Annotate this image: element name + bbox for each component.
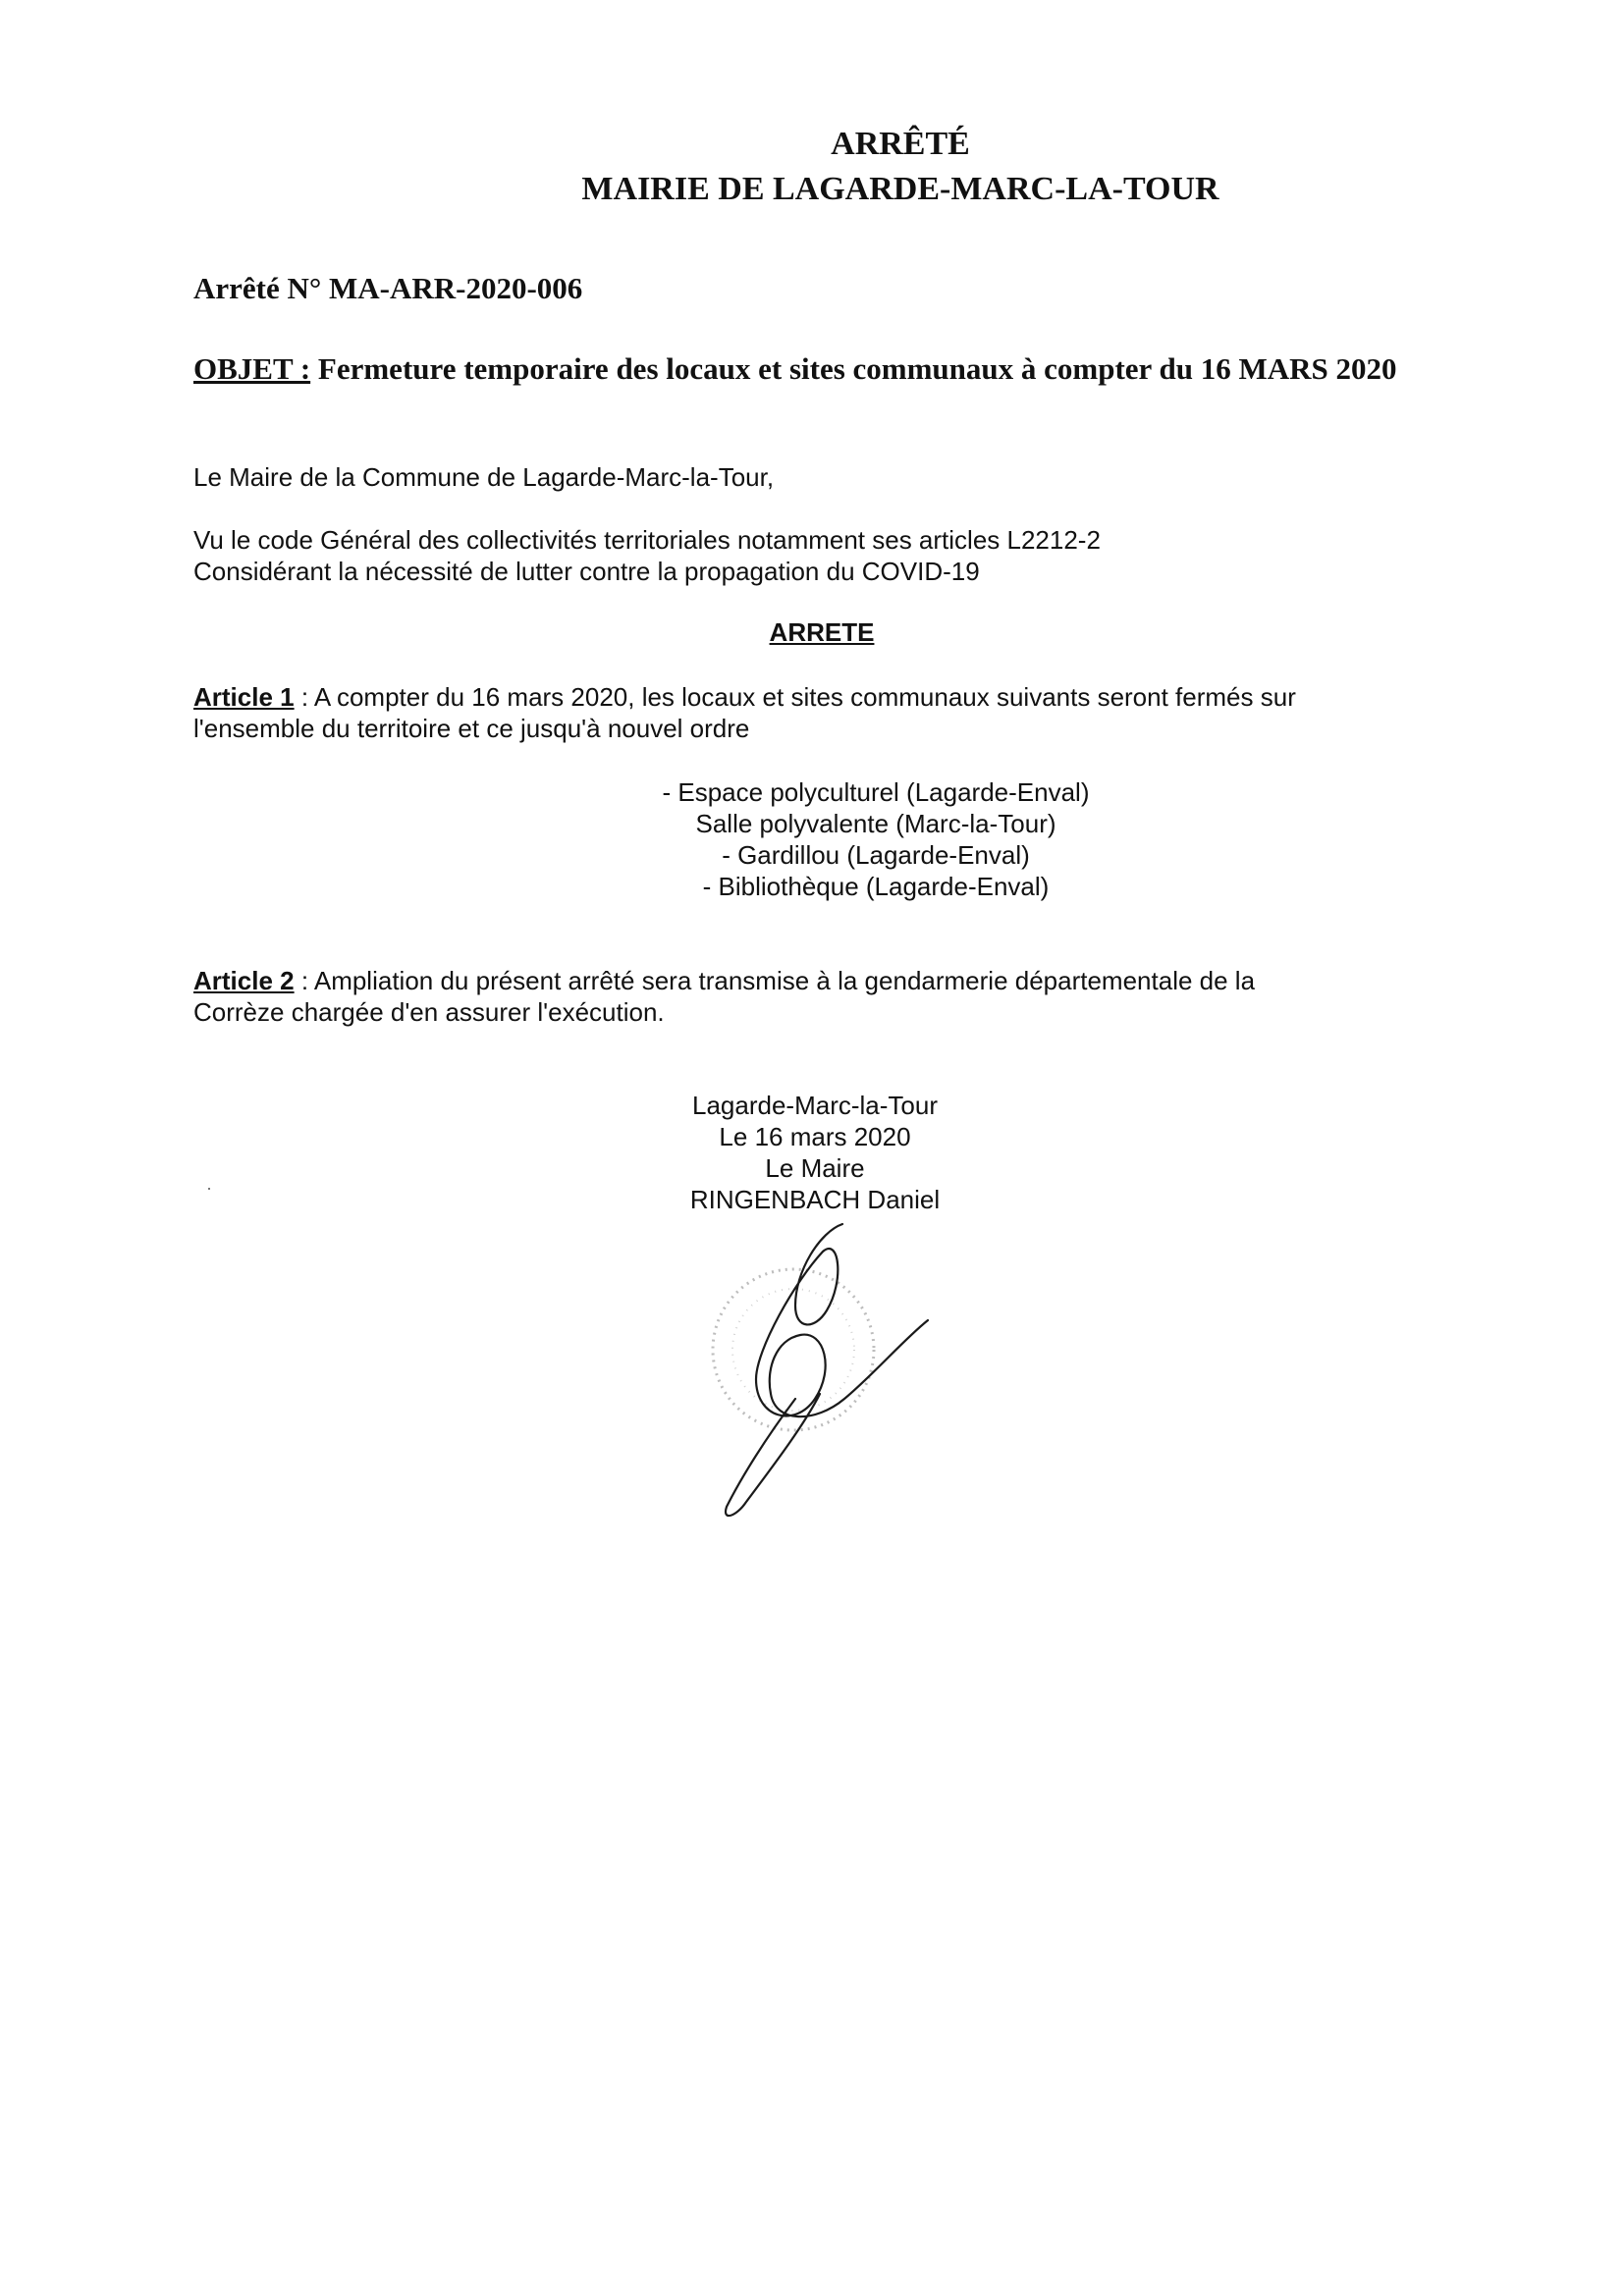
objet-line (193, 349, 1460, 389)
article-1-text-line2: l'ensemble du territoire et ce jusqu'à nouvel ordre (193, 714, 750, 743)
article-2 (193, 965, 1255, 1028)
closed-sites-list (0, 776, 1624, 902)
objet-label: OBJET : (193, 351, 311, 386)
article-2-text-line2: Corrèze chargée d'en assurer l'exécution. (193, 997, 665, 1027)
signature-block (0, 1090, 1624, 1215)
document-title (0, 122, 1624, 212)
intro-paragraph: Le Maire de la Commune de Lagarde-Marc-la-Tour, (193, 462, 775, 492)
article-2-text-line1: : Ampliation du présent arrêté sera transmise à la gendarmerie départementale de la (294, 966, 1256, 995)
legal-basis (193, 524, 1101, 587)
article-1 (193, 681, 1296, 744)
title-line-mairie: MAIRIE DE LAGARDE-MARC-LA-TOUR (581, 171, 1219, 207)
site-item: - Espace polyculturel (Lagarde-Enval) (662, 777, 1090, 807)
scan-speck (208, 1188, 210, 1190)
article-1-label: Article 1 (193, 682, 295, 712)
considerant-line: Considérant la nécessité de lutter contre la propagation du COVID-19 (193, 557, 980, 586)
article-2-label: Article 2 (193, 966, 295, 995)
signature-role: Le Maire (765, 1153, 865, 1183)
arrete-number: Arrêté N° MA-ARR-2020-006 (193, 271, 583, 305)
article-1-text-line1: : A compter du 16 mars 2020, les locaux et sites communaux suivants seront fermés sur (294, 682, 1296, 712)
signature-place: Lagarde-Marc-la-Tour (692, 1091, 938, 1120)
arrete-heading: ARRETE (769, 617, 875, 647)
site-item: - Bibliothèque (Lagarde-Enval) (702, 872, 1050, 901)
site-item: Salle polyvalente (Marc-la-Tour) (695, 809, 1056, 838)
site-item: - Gardillou (Lagarde-Enval) (722, 840, 1030, 870)
objet-text: Fermeture temporaire des locaux et sites communaux à compter du 16 MARS 2020 (310, 351, 1397, 386)
title-line-arrete: ARRÊTÉ (831, 126, 970, 162)
signature-date: Le 16 mars 2020 (719, 1122, 911, 1151)
signature-name: RINGENBACH Daniel (689, 1185, 941, 1214)
vu-line: Vu le code Général des collectivités territoriales notamment ses articles L2212-2 (193, 525, 1101, 555)
signature-stamp-image (648, 1212, 962, 1526)
